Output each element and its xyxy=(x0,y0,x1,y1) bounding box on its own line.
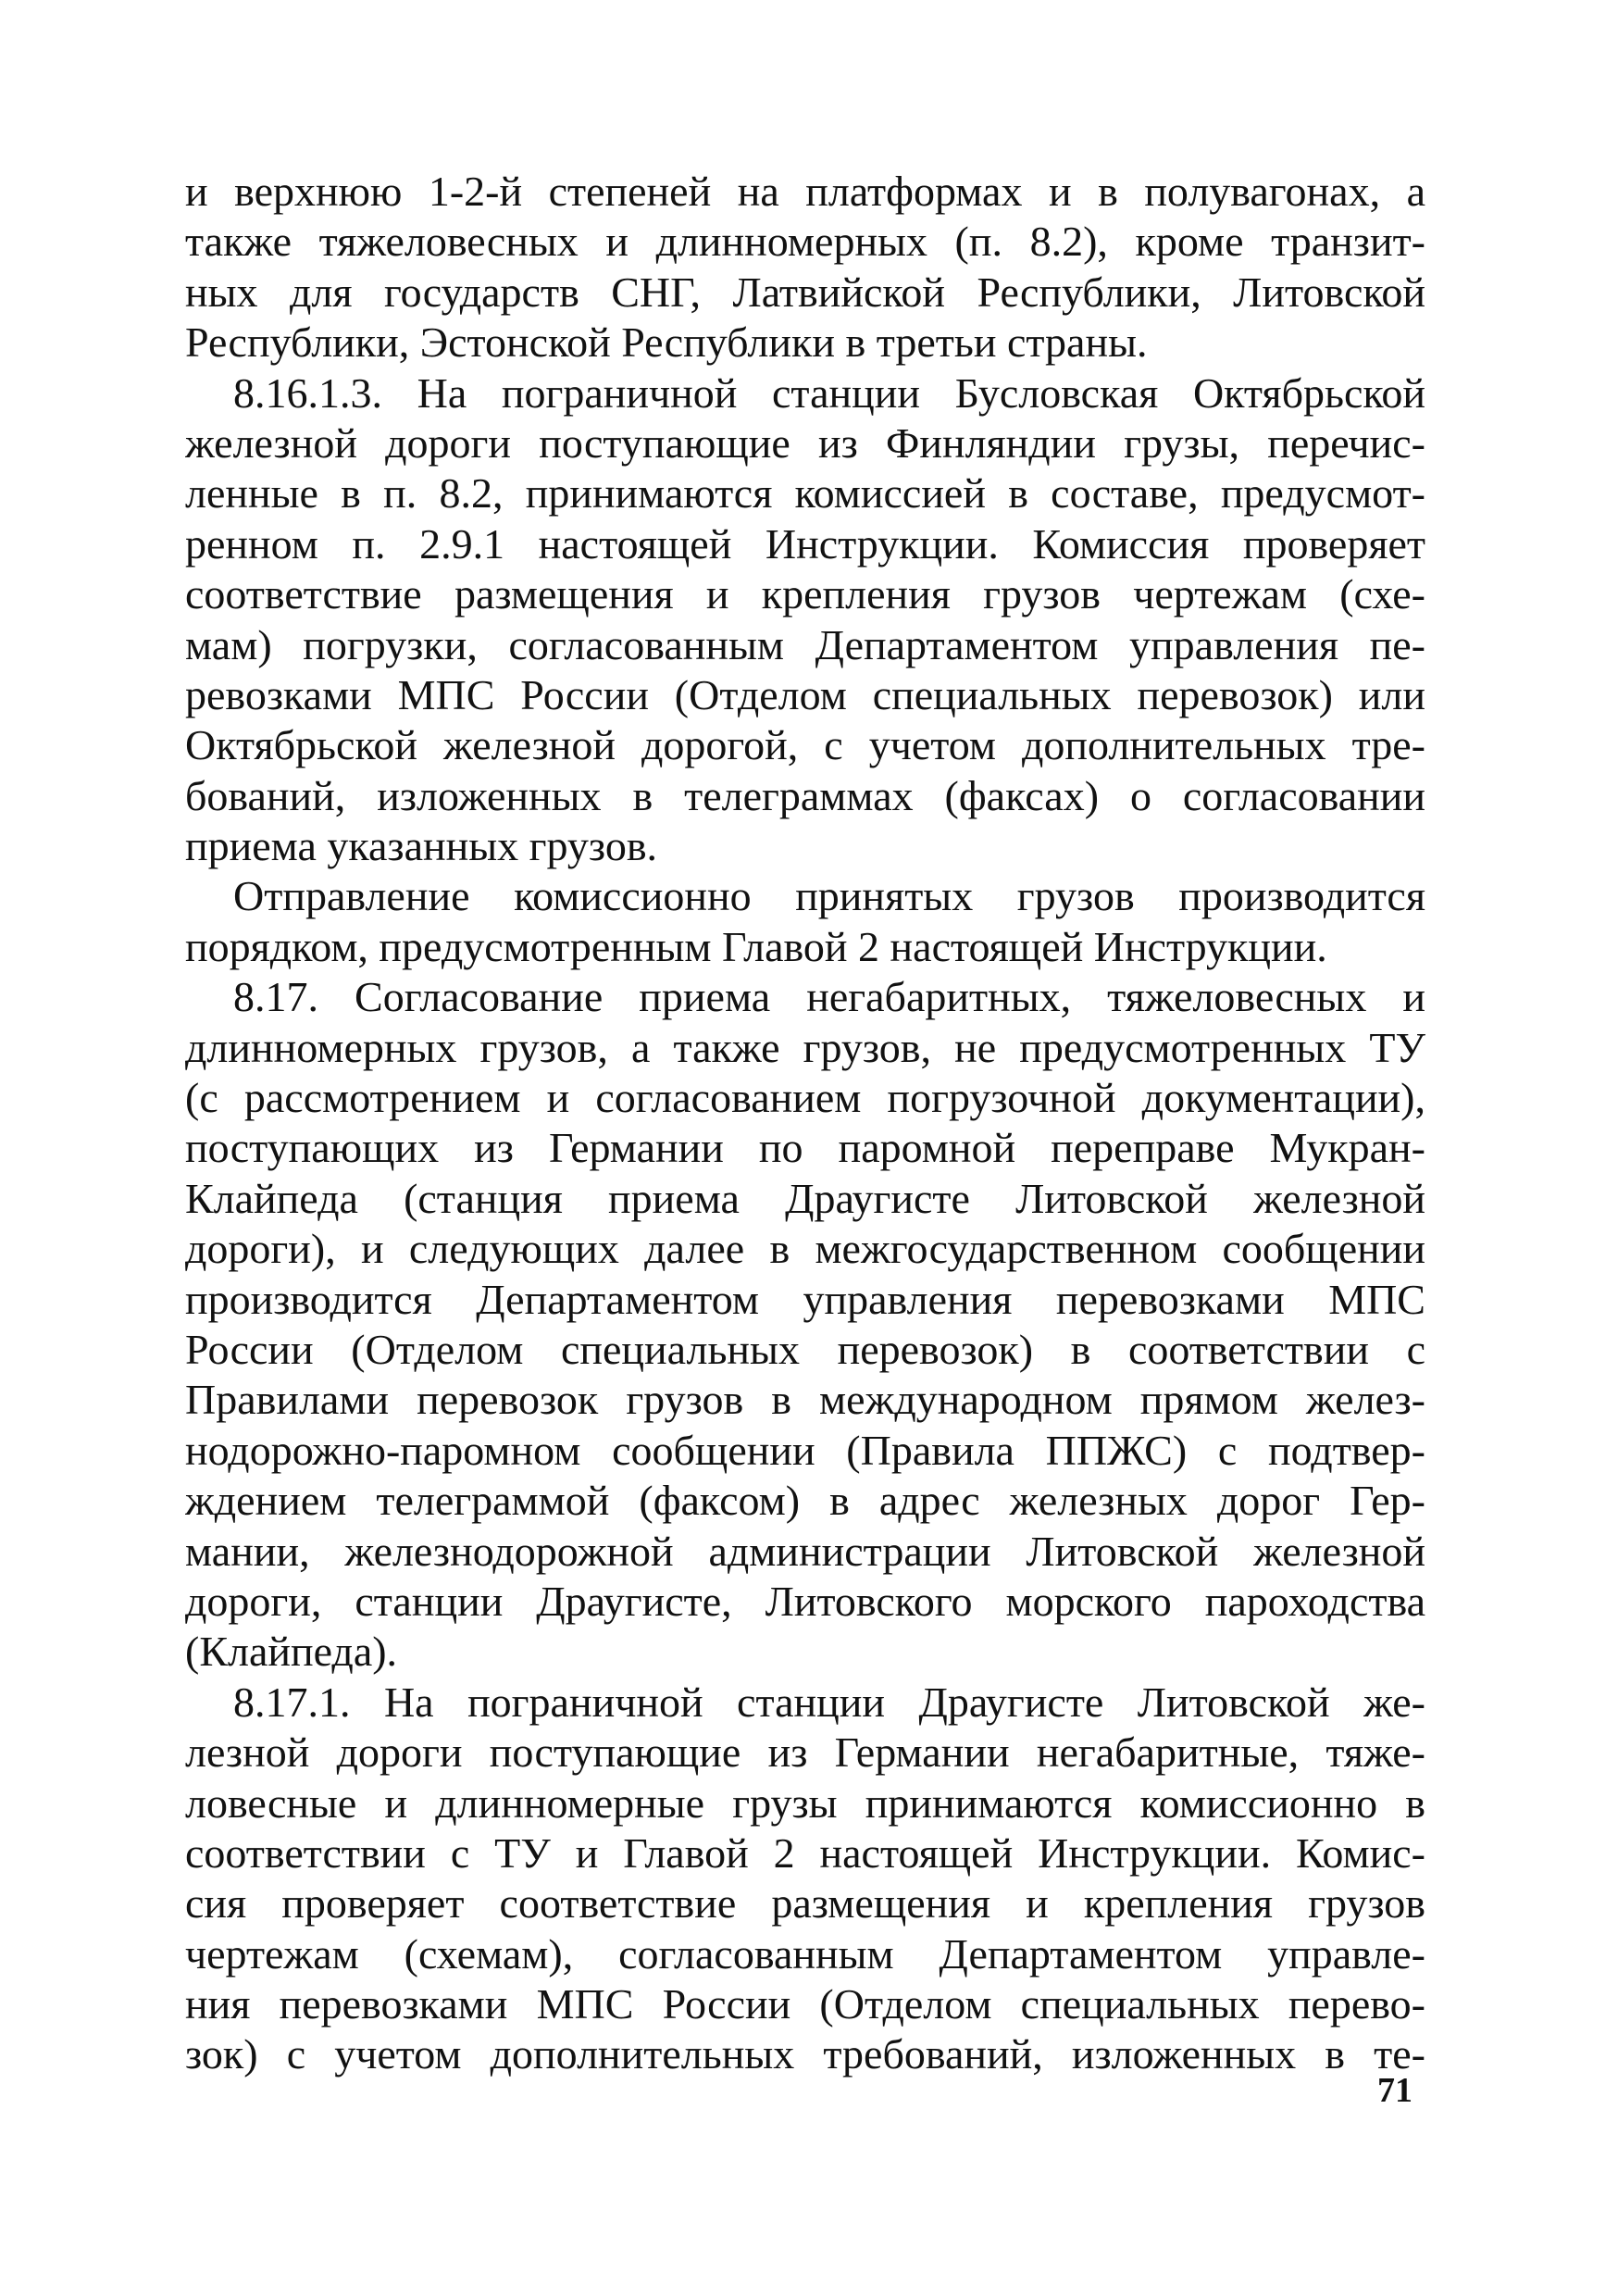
paragraph xyxy=(185,871,1425,972)
paragraph xyxy=(185,368,1425,872)
document-page xyxy=(185,167,1425,2080)
paragraph xyxy=(185,167,1425,368)
text-line: и верхнюю 1-2-й степеней на платформах и в полувагонах, а xyxy=(185,168,1425,215)
text-line: бований, изложенных в телеграммах (факсах) о согласовании xyxy=(185,771,1425,819)
text-line: 8.17.1. На пограничной станции Драугисте Литовской же- xyxy=(233,1678,1425,1726)
text-line: соответствии с ТУ и Главой 2 настоящей Инструкции. Комис- xyxy=(185,1828,1425,1877)
text-line: также тяжеловесных и длинномерных (п. 8.2), кроме транзит- xyxy=(185,218,1425,266)
text-line: Правилами перевозок грузов в международном прямом желез- xyxy=(185,1376,1425,1424)
paragraph xyxy=(185,972,1425,1677)
text-line: ния перевозками МПС России (Отделом специальных перево- xyxy=(185,1980,1425,2028)
text-line: дороги), и следующих далее в межгосударственном сообщении xyxy=(185,1225,1425,1273)
text-line: ждением телеграммой (факсом) в адрес железных дорог Гер- xyxy=(185,1477,1425,1525)
text-line: чертежам (схемам), согласованным Департаментом управле- xyxy=(185,1929,1425,1978)
text-line: 8.16.1.3. На пограничной станции Бусловская Октябрьской xyxy=(233,368,1425,417)
text-line: ренном п. 2.9.1 настоящей Инструкции. Комиссия проверяет xyxy=(185,519,1425,568)
text-line: лезной дороги поступающие из Германии негабаритные, тяже- xyxy=(185,1728,1425,1777)
text-line: (Клайпеда). xyxy=(185,1628,398,1676)
text-line: (с рассмотрением и согласованием погрузочной документации), xyxy=(185,1074,1425,1122)
text-line: соответствие размещения и крепления грузов чертежам (схе- xyxy=(185,570,1425,618)
text-line: приема указанных грузов. xyxy=(185,822,658,870)
text-line: нодорожно-паромном сообщении (Правила ППЖС) с подтвер- xyxy=(185,1426,1425,1474)
text-line: зок) с учетом дополнительных требований, изложенных в те- xyxy=(185,2030,1425,2078)
text-line: ловесные и длинномерные грузы принимаются комиссионно в xyxy=(185,1778,1425,1827)
text-line: поступающих из Германии по паромной переправе Мукран- xyxy=(185,1124,1425,1172)
text-line: Клайпеда (станция приема Драугисте Литовской железной xyxy=(185,1174,1425,1222)
text-line: мании, железнодорожной администрации Литовской железной xyxy=(185,1527,1425,1575)
text-line: дороги, станции Драугисте, Литовского морского пароходства xyxy=(185,1577,1425,1625)
text-line: длинномерных грузов, а также грузов, не предусмотренных ТУ xyxy=(185,1023,1425,1071)
text-line: 8.17. Согласование приема негабаритных, тяжеловесных и xyxy=(233,973,1425,1021)
text-line: Отправление комиссионно принятых грузов производится xyxy=(233,872,1425,920)
paragraph xyxy=(185,1678,1425,2080)
page-number: 71 xyxy=(1377,2071,1413,2110)
text-line: Республики, Эстонской Республики в третьи страны. xyxy=(185,318,1148,367)
text-line: ленные в п. 8.2, принимаются комиссией в составе, предусмот- xyxy=(185,469,1425,518)
text-line: порядком, предусмотренным Главой 2 настоящей Инструкции. xyxy=(185,922,1327,970)
text-line: ных для государств СНГ, Латвийской Республики, Литовской xyxy=(185,268,1425,316)
text-line: производится Департаментом управления перевозками МПС xyxy=(185,1275,1425,1323)
text-line: сия проверяет соответствие размещения и крепления грузов xyxy=(185,1879,1425,1928)
text-line: ревозками МПС России (Отделом специальных перевозок) или xyxy=(185,670,1425,718)
text-line: России (Отделом специальных перевозок) в соответствии с xyxy=(185,1325,1425,1373)
text-line: железной дороги поступающие из Финляндии грузы, перечис- xyxy=(185,418,1425,467)
text-line: мам) погрузки, согласованным Департаментом управления пе- xyxy=(185,620,1425,668)
text-line: Октябрьской железной дорогой, с учетом дополнительных тре- xyxy=(185,721,1425,769)
